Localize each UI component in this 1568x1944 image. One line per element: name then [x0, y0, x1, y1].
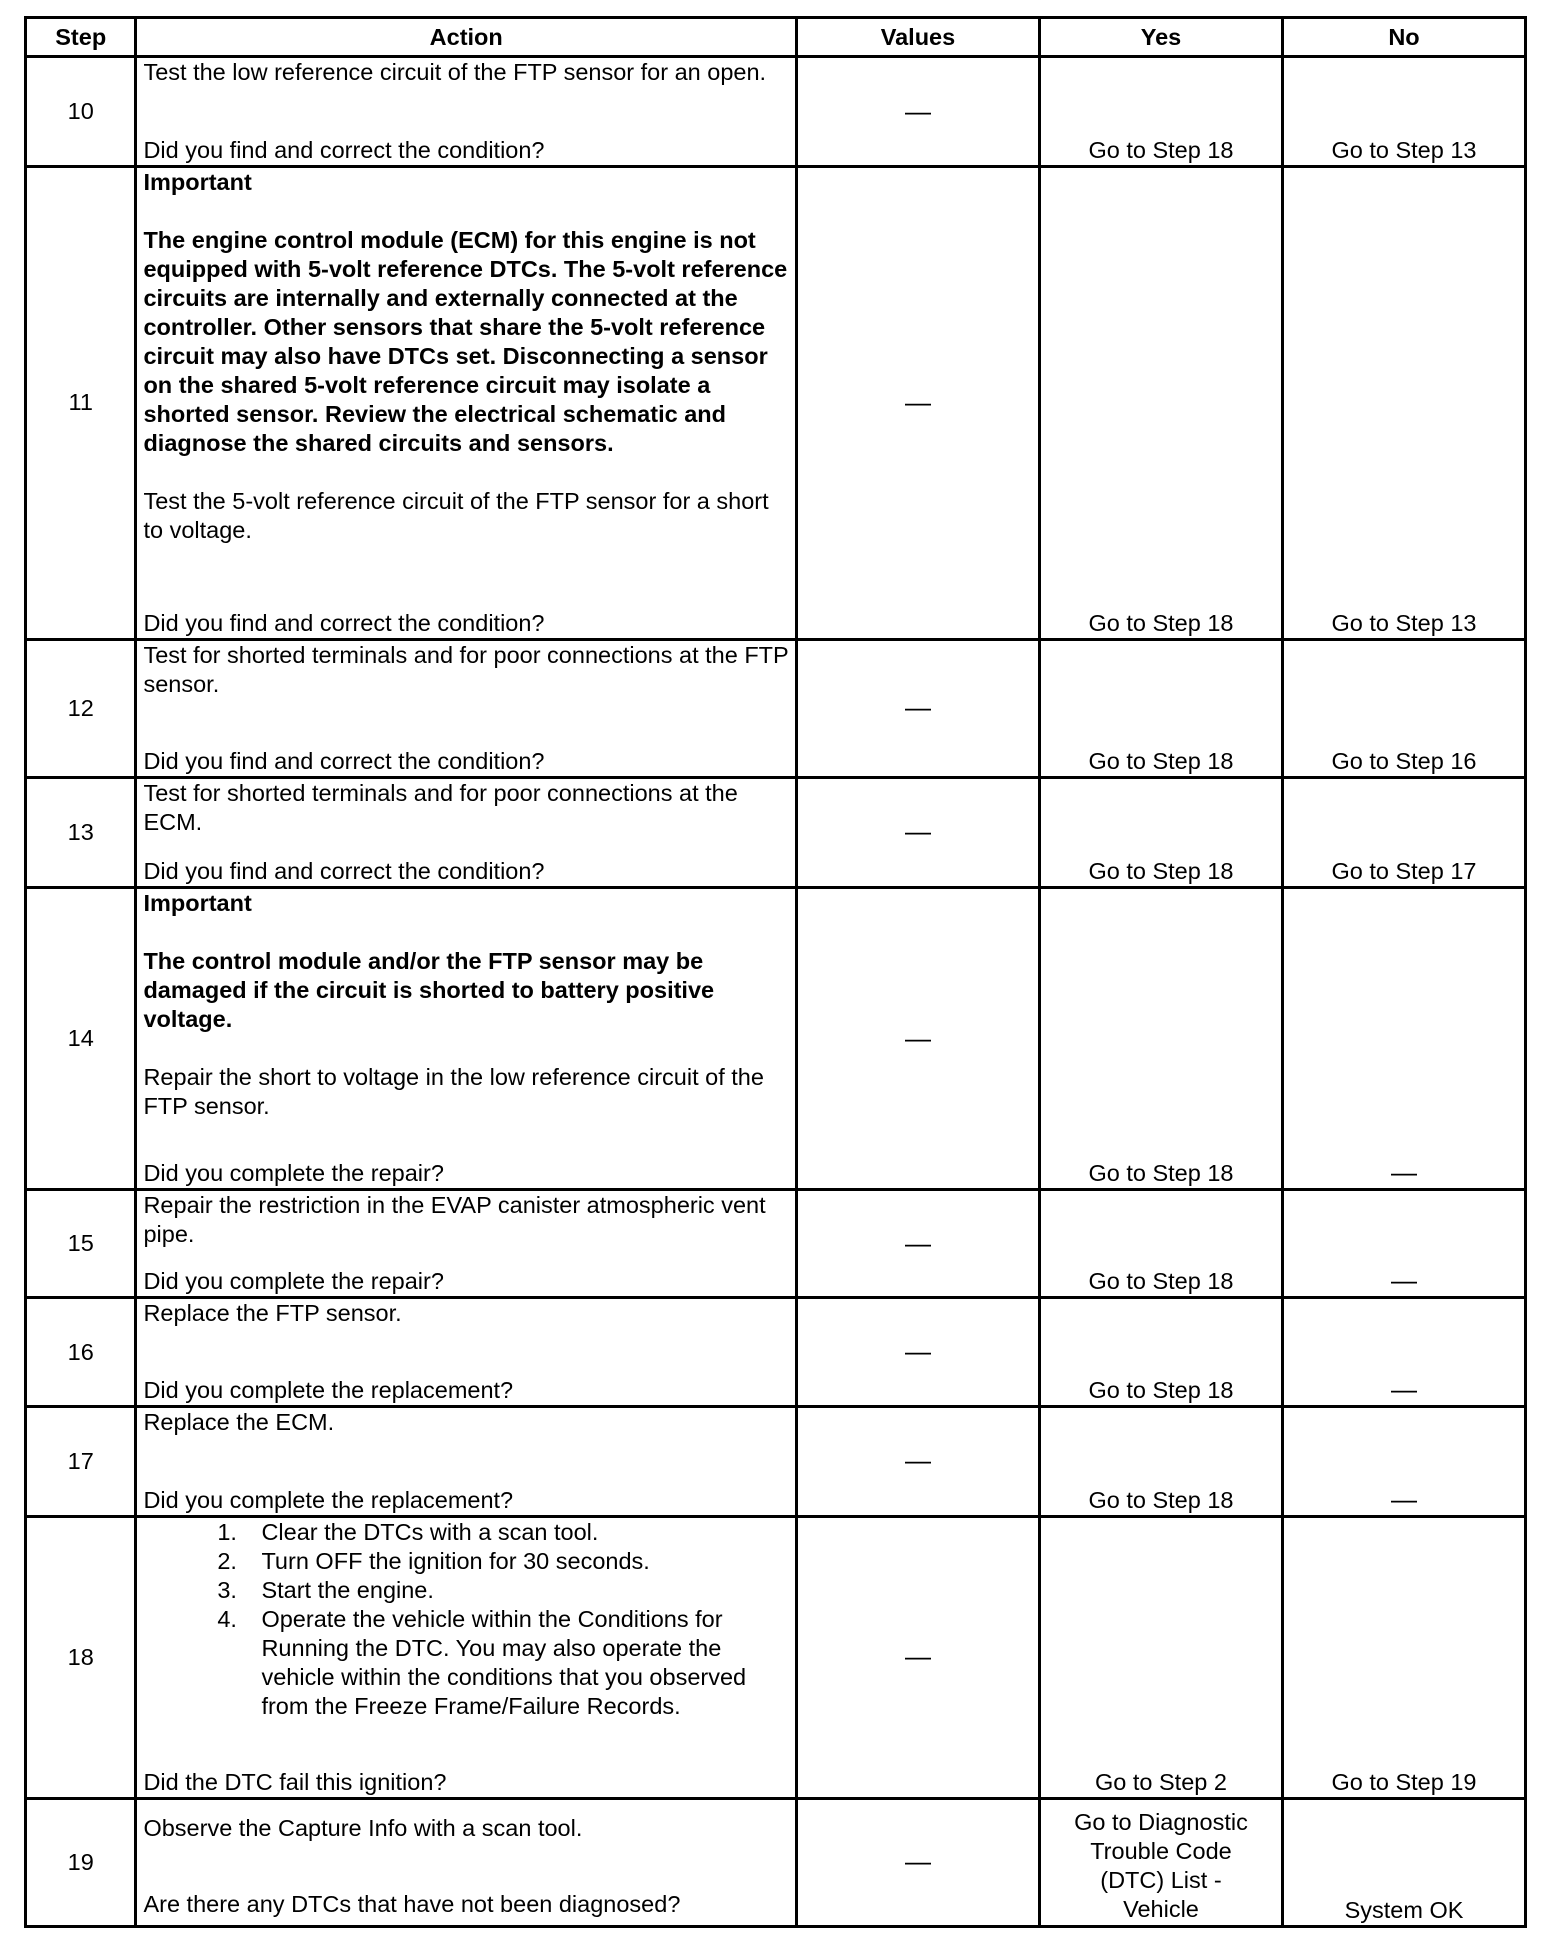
procedure-list — [143, 1518, 789, 1721]
step-number: 11 — [26, 167, 136, 640]
values-cell — [796, 167, 1039, 640]
yes-cell: Go to Step 18 — [1039, 887, 1282, 1189]
table-row — [26, 1298, 1526, 1407]
action-cell — [136, 1298, 797, 1407]
values-cell — [796, 1298, 1039, 1407]
important-text: The control module and/or the FTP sensor may be damaged if the circuit is shorted to battery positive voltage. — [143, 947, 715, 1032]
action-test: Test for shorted terminals and for poor connections at the FTP sensor. — [143, 641, 789, 697]
col-header-values: Values — [796, 18, 1039, 57]
step-number: 19 — [26, 1798, 136, 1926]
no-dash: — — [1390, 1374, 1417, 1405]
action-question: Are there any DTCs that have not been diagnosed? — [143, 1891, 681, 1917]
value-dash: — — [904, 816, 931, 847]
action-test: Observe the Capture Info with a scan tool. — [143, 1814, 583, 1841]
action-test: Replace the ECM. — [143, 1409, 335, 1436]
no-cell — [1282, 1298, 1525, 1407]
no-cell — [1282, 887, 1525, 1189]
action-question: Did you complete the replacement? — [143, 1377, 514, 1404]
value-dash: — — [904, 95, 931, 126]
action-test: Test the low reference circuit of the FTP sensor for an open. — [143, 59, 767, 85]
action-test: Replace the FTP sensor. — [143, 1300, 402, 1327]
action-cell — [136, 639, 797, 777]
action-cell — [136, 1516, 797, 1798]
yes-cell: Go to Step 18 — [1039, 639, 1282, 777]
no-cell: System OK — [1282, 1798, 1525, 1926]
action-test: Test the 5-volt reference circuit of the FTP sensor for a short to voltage. — [143, 488, 769, 544]
action-cell — [136, 1190, 797, 1298]
yes-cell: Go to Step 18 — [1039, 167, 1282, 640]
important-text: The engine control module (ECM) for this engine is not equipped with 5-volt reference DTCs. The 5-volt reference circuits are internally and externally connected at the controller. Other sensors that share the 5-volt reference circuit may also have DTCs set. Disconnecting a sensor on the shared 5-volt reference circuit may isolate a shorted sensor. Review the electrical schematic and diagnose the shared circuits and sensors. — [143, 227, 788, 457]
table-row — [26, 1407, 1526, 1516]
values-cell — [796, 1798, 1039, 1926]
procedure-step: 4. Operate the vehicle within the Conditions for Running the DTC. You may also operate the vehicle within the conditions that you observed from the Freeze Frame/Failure Records. — [243, 1605, 789, 1721]
no-cell — [1282, 1190, 1525, 1298]
no-cell: Go to Step 13 — [1282, 167, 1525, 640]
action-cell — [136, 887, 797, 1189]
step-number: 15 — [26, 1190, 136, 1298]
action-question: Did you complete the replacement? — [143, 1486, 514, 1513]
value-dash: — — [904, 692, 931, 723]
no-dash: — — [1390, 1483, 1417, 1514]
value-dash: — — [904, 1445, 931, 1476]
step-number: 17 — [26, 1407, 136, 1516]
no-cell: Go to Step 17 — [1282, 777, 1525, 887]
yes-cell: Go to Step 2 — [1039, 1516, 1282, 1798]
values-cell — [796, 1516, 1039, 1798]
table-row — [26, 777, 1526, 887]
procedure-step: 2. Turn OFF the ignition for 30 seconds. — [243, 1547, 789, 1576]
step-number: 14 — [26, 887, 136, 1189]
value-dash: — — [904, 1022, 931, 1053]
table-row — [26, 639, 1526, 777]
action-test: Test for shorted terminals and for poor connections at the ECM. — [143, 779, 738, 835]
yes-cell: Go to Step 18 — [1039, 1407, 1282, 1516]
action-cell — [136, 167, 797, 640]
step-number: 12 — [26, 639, 136, 777]
action-question: Did you complete the repair? — [143, 1160, 444, 1187]
procedure-step: 3. Start the engine. — [243, 1576, 789, 1605]
action-test: Repair the restriction in the EVAP canister atmospheric vent pipe. — [143, 1192, 766, 1248]
action-question: Did you find and correct the condition? — [143, 137, 545, 164]
col-header-step: Step — [26, 18, 136, 57]
yes-cell: Go to Step 18 — [1039, 1190, 1282, 1298]
no-cell: Go to Step 13 — [1282, 57, 1525, 167]
step-number: 16 — [26, 1298, 136, 1407]
action-cell — [136, 777, 797, 887]
table-row — [26, 57, 1526, 167]
important-label: Important — [143, 889, 252, 916]
col-header-action: Action — [136, 18, 797, 57]
table-row — [26, 1798, 1526, 1926]
procedure-step: 1. Clear the DTCs with a scan tool. — [243, 1518, 789, 1547]
header-row — [26, 18, 1526, 57]
col-header-no: No — [1282, 18, 1525, 57]
values-cell — [796, 57, 1039, 167]
yes-cell: Go to Step 18 — [1039, 777, 1282, 887]
table-row — [26, 887, 1526, 1189]
action-test: Repair the short to voltage in the low reference circuit of the FTP sensor. — [143, 1063, 764, 1119]
values-cell — [796, 639, 1039, 777]
action-question: Did you find and correct the condition? — [143, 857, 545, 884]
action-cell — [136, 1798, 797, 1926]
yes-cell: Go to Diagnostic Trouble Code (DTC) List - Vehicle — [1039, 1798, 1282, 1926]
yes-cell: Go to Step 18 — [1039, 57, 1282, 167]
action-cell — [136, 1407, 797, 1516]
important-note — [143, 889, 789, 1121]
action-question: Did the DTC fail this ignition? — [143, 1768, 447, 1795]
value-dash: — — [904, 1641, 931, 1672]
table-row — [26, 1516, 1526, 1798]
value-dash: — — [904, 1336, 931, 1367]
no-cell: Go to Step 19 — [1282, 1516, 1525, 1798]
values-cell — [796, 1407, 1039, 1516]
no-dash: — — [1390, 1265, 1417, 1296]
values-cell — [796, 887, 1039, 1189]
action-cell — [136, 57, 797, 167]
step-number: 10 — [26, 57, 136, 167]
value-dash: — — [904, 1227, 931, 1258]
values-cell — [796, 1190, 1039, 1298]
no-cell: Go to Step 16 — [1282, 639, 1525, 777]
value-dash: — — [904, 386, 931, 417]
value-dash: — — [904, 1846, 931, 1877]
table-row — [26, 1190, 1526, 1298]
col-header-yes: Yes — [1039, 18, 1282, 57]
action-question: Did you find and correct the condition? — [143, 747, 545, 774]
no-cell — [1282, 1407, 1525, 1516]
diagnostic-table — [24, 16, 1527, 1928]
important-label: Important — [143, 169, 252, 196]
table-row — [26, 167, 1526, 640]
yes-cell: Go to Step 18 — [1039, 1298, 1282, 1407]
action-question: Did you complete the repair? — [143, 1268, 444, 1295]
values-cell — [796, 777, 1039, 887]
no-dash: — — [1390, 1157, 1417, 1188]
step-number: 18 — [26, 1516, 136, 1798]
action-question: Did you find and correct the condition? — [143, 609, 545, 636]
important-note — [143, 168, 789, 545]
step-number: 13 — [26, 777, 136, 887]
